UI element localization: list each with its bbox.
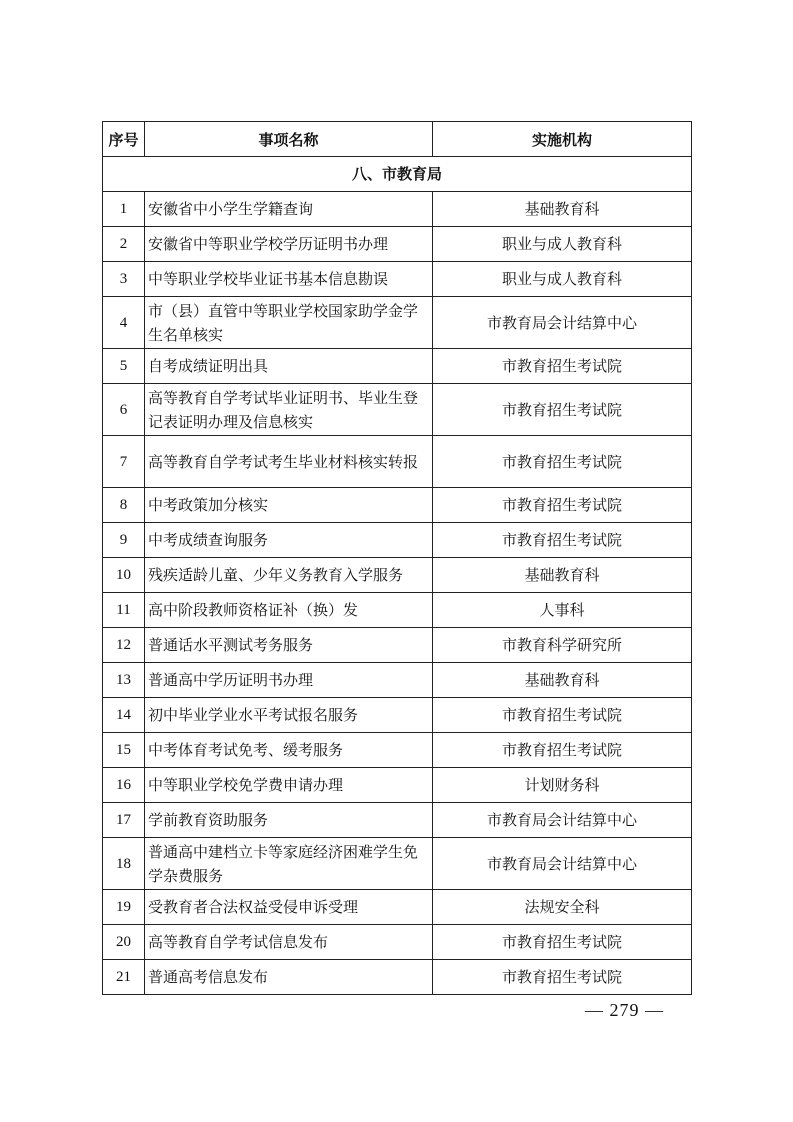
table-row — [103, 733, 692, 768]
row-implementing-agency: 职业与成人教育科 — [433, 262, 692, 297]
row-implementing-agency: 市教育局会计结算中心 — [433, 803, 692, 838]
row-item-name: 普通高考信息发布 — [145, 960, 433, 995]
table-row — [103, 349, 692, 384]
table-row — [103, 960, 692, 995]
row-item-name: 中等职业学校毕业证书基本信息勘误 — [145, 262, 433, 297]
row-item-name: 中考政策加分核实 — [145, 488, 433, 523]
row-serial-number: 10 — [103, 558, 145, 593]
row-item-name: 中等职业学校免学费申请办理 — [145, 768, 433, 803]
row-serial-number: 18 — [103, 838, 145, 890]
row-implementing-agency: 市教育招生考试院 — [433, 436, 692, 488]
row-serial-number: 12 — [103, 628, 145, 663]
table-header-row — [103, 122, 692, 157]
row-serial-number: 21 — [103, 960, 145, 995]
row-item-name: 高等教育自学考试毕业证明书、毕业生登记表证明办理及信息核实 — [145, 384, 433, 436]
row-implementing-agency: 市教育局会计结算中心 — [433, 297, 692, 349]
row-implementing-agency: 市教育招生考试院 — [433, 698, 692, 733]
row-item-name: 学前教育资助服务 — [145, 803, 433, 838]
row-serial-number: 7 — [103, 436, 145, 488]
table-row — [103, 890, 692, 925]
row-item-name: 初中毕业学业水平考试报名服务 — [145, 698, 433, 733]
row-serial-number: 13 — [103, 663, 145, 698]
row-item-name: 高中阶段教师资格证补（换）发 — [145, 593, 433, 628]
row-serial-number: 20 — [103, 925, 145, 960]
table-row — [103, 628, 692, 663]
row-implementing-agency: 基础教育科 — [433, 558, 692, 593]
row-implementing-agency: 市教育招生考试院 — [433, 925, 692, 960]
header-item-name: 事项名称 — [145, 122, 433, 157]
row-implementing-agency: 市教育局会计结算中心 — [433, 838, 692, 890]
row-serial-number: 16 — [103, 768, 145, 803]
row-implementing-agency: 市教育招生考试院 — [433, 384, 692, 436]
row-serial-number: 1 — [103, 192, 145, 227]
table-row — [103, 488, 692, 523]
row-serial-number: 17 — [103, 803, 145, 838]
row-implementing-agency: 市教育招生考试院 — [433, 349, 692, 384]
section-title: 八、市教育局 — [103, 157, 692, 192]
row-serial-number: 15 — [103, 733, 145, 768]
service-items-table — [102, 121, 692, 995]
table-row — [103, 803, 692, 838]
row-serial-number: 19 — [103, 890, 145, 925]
table-row — [103, 227, 692, 262]
table-row — [103, 663, 692, 698]
header-serial-number: 序号 — [103, 122, 145, 157]
row-serial-number: 6 — [103, 384, 145, 436]
row-item-name: 中考体育考试免考、缓考服务 — [145, 733, 433, 768]
row-implementing-agency: 市教育招生考试院 — [433, 733, 692, 768]
table-row — [103, 436, 692, 488]
row-implementing-agency: 计划财务科 — [433, 768, 692, 803]
row-serial-number: 11 — [103, 593, 145, 628]
row-item-name: 受教育者合法权益受侵申诉受理 — [145, 890, 433, 925]
table-row — [103, 262, 692, 297]
table-row — [103, 698, 692, 733]
table-row — [103, 593, 692, 628]
row-item-name: 安徽省中小学生学籍查询 — [145, 192, 433, 227]
row-implementing-agency: 法规安全科 — [433, 890, 692, 925]
section-row — [103, 157, 692, 192]
table-row — [103, 523, 692, 558]
row-item-name: 自考成绩证明出具 — [145, 349, 433, 384]
row-serial-number: 3 — [103, 262, 145, 297]
row-serial-number: 8 — [103, 488, 145, 523]
page-number: — 279 — — [585, 1000, 664, 1020]
row-item-name: 高等教育自学考试考生毕业材料核实转报 — [145, 436, 433, 488]
row-serial-number: 2 — [103, 227, 145, 262]
row-implementing-agency: 基础教育科 — [433, 663, 692, 698]
row-implementing-agency: 市教育招生考试院 — [433, 523, 692, 558]
row-implementing-agency: 市教育招生考试院 — [433, 488, 692, 523]
row-item-name: 普通高中建档立卡等家庭经济困难学生免学杂费服务 — [145, 838, 433, 890]
header-implementing-agency: 实施机构 — [433, 122, 692, 157]
row-implementing-agency: 市教育招生考试院 — [433, 960, 692, 995]
row-item-name: 市（县）直管中等职业学校国家助学金学生名单核实 — [145, 297, 433, 349]
table-row — [103, 925, 692, 960]
table-row — [103, 558, 692, 593]
row-serial-number: 4 — [103, 297, 145, 349]
row-item-name: 安徽省中等职业学校学历证明书办理 — [145, 227, 433, 262]
table-row — [103, 768, 692, 803]
row-implementing-agency: 市教育科学研究所 — [433, 628, 692, 663]
row-item-name: 普通话水平测试考务服务 — [145, 628, 433, 663]
row-item-name: 中考成绩查询服务 — [145, 523, 433, 558]
row-serial-number: 5 — [103, 349, 145, 384]
row-item-name: 高等教育自学考试信息发布 — [145, 925, 433, 960]
table-row — [103, 297, 692, 349]
table-row — [103, 192, 692, 227]
row-implementing-agency: 基础教育科 — [433, 192, 692, 227]
row-implementing-agency: 职业与成人教育科 — [433, 227, 692, 262]
row-implementing-agency: 人事科 — [433, 593, 692, 628]
row-item-name: 残疾适龄儿童、少年义务教育入学服务 — [145, 558, 433, 593]
row-serial-number: 14 — [103, 698, 145, 733]
table-row — [103, 384, 692, 436]
row-serial-number: 9 — [103, 523, 145, 558]
table-row — [103, 838, 692, 890]
row-item-name: 普通高中学历证明书办理 — [145, 663, 433, 698]
